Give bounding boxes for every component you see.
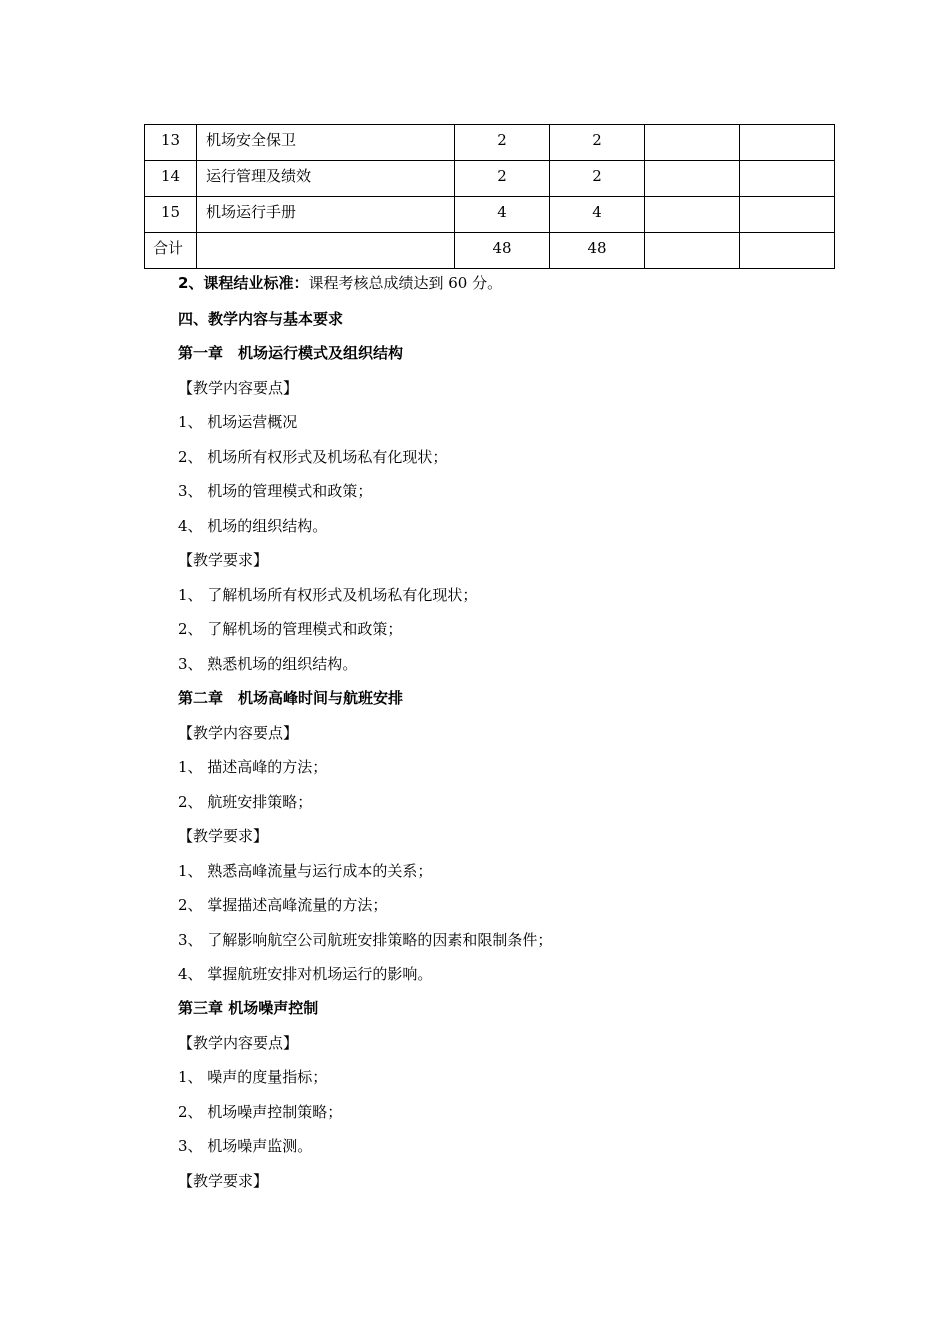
list-item: 2、 航班安排策略； — [178, 793, 313, 811]
requirements-heading: 【教学要求】 — [178, 551, 269, 569]
list-item: 3、 机场噪声监测。 — [178, 1137, 313, 1155]
total-value: 48 — [455, 233, 550, 269]
hours-value: 2 — [455, 125, 550, 161]
completion-standard — [178, 273, 502, 293]
total-label: 合计 — [145, 233, 197, 269]
hours-value — [645, 197, 740, 233]
list-item: 2、 机场所有权形式及机场私有化现状； — [178, 448, 448, 466]
section-title: 四、教学内容与基本要求 — [178, 310, 344, 328]
chapter-title: 第二章 机场高峰时间与航班安排 — [178, 689, 404, 707]
row-number: 15 — [145, 197, 197, 233]
hours-value — [740, 197, 835, 233]
total-name — [197, 233, 455, 269]
hours-value: 4 — [550, 197, 645, 233]
table-row — [145, 197, 835, 233]
content-heading: 【教学内容要点】 — [178, 1034, 299, 1052]
list-item: 3、 机场的管理模式和政策； — [178, 482, 373, 500]
hours-value — [740, 125, 835, 161]
table-row — [145, 161, 835, 197]
chapter-title: 第一章 机场运行模式及组织结构 — [178, 344, 404, 362]
list-item: 4、 掌握航班安排对机场运行的影响。 — [178, 965, 433, 983]
list-item: 1、 噪声的度量指标； — [178, 1068, 328, 1086]
list-item: 2、 掌握描述高峰流量的方法； — [178, 896, 388, 914]
total-value — [740, 233, 835, 269]
content-heading: 【教学内容要点】 — [178, 724, 299, 742]
requirements-heading: 【教学要求】 — [178, 1172, 269, 1190]
topic-name: 机场运行手册 — [197, 197, 455, 233]
topic-name: 运行管理及绩效 — [197, 161, 455, 197]
hours-value — [740, 161, 835, 197]
list-item: 1、 熟悉高峰流量与运行成本的关系； — [178, 862, 433, 880]
table-row — [145, 125, 835, 161]
list-item: 1、 描述高峰的方法； — [178, 758, 328, 776]
completion-standard-label: 2、课程结业标准： — [178, 274, 309, 292]
list-item: 1、 机场运营概况 — [178, 413, 298, 431]
list-item: 3、 了解影响航空公司航班安排策略的因素和限制条件； — [178, 931, 553, 949]
hours-value: 2 — [455, 161, 550, 197]
hours-value — [645, 161, 740, 197]
total-value: 48 — [550, 233, 645, 269]
chapter-title: 第三章 机场噪声控制 — [178, 999, 319, 1017]
table-total-row — [145, 233, 835, 269]
course-hours-table — [144, 124, 835, 269]
hours-value: 4 — [455, 197, 550, 233]
row-number: 13 — [145, 125, 197, 161]
hours-value: 2 — [550, 125, 645, 161]
content-heading: 【教学内容要点】 — [178, 379, 299, 397]
completion-standard-text: 课程考核总成绩达到 60 分。 — [308, 274, 503, 292]
list-item: 3、 熟悉机场的组织结构。 — [178, 655, 358, 673]
row-number: 14 — [145, 161, 197, 197]
list-item: 2、 机场噪声控制策略； — [178, 1103, 343, 1121]
hours-value: 2 — [550, 161, 645, 197]
list-item: 2、 了解机场的管理模式和政策； — [178, 620, 403, 638]
hours-value — [645, 125, 740, 161]
list-item: 1、 了解机场所有权形式及机场私有化现状； — [178, 586, 478, 604]
requirements-heading: 【教学要求】 — [178, 827, 269, 845]
list-item: 4、 机场的组织结构。 — [178, 517, 328, 535]
total-value — [645, 233, 740, 269]
topic-name: 机场安全保卫 — [197, 125, 455, 161]
